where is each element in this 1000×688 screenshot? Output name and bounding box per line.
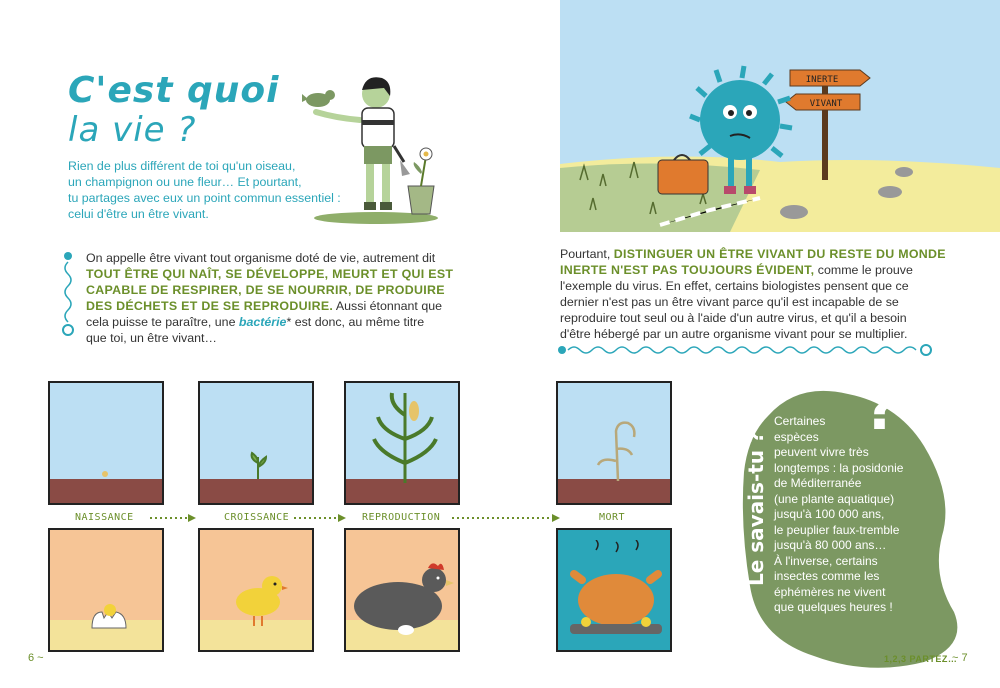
virus-scene-illustration: [560, 0, 1000, 232]
text-line: dernier n'est pas un être vivant parce qu'il est incapable de se: [560, 295, 899, 309]
text-line: jusqu'à 80 000 ans…: [774, 538, 887, 552]
savais-tu-text: [774, 414, 903, 616]
intro-line: tu partages avec eux un point commun essentiel :: [68, 191, 341, 205]
intro-line: un champignon ou une fleur… Et pourtant,: [68, 175, 302, 189]
text-line: Certaines: [774, 414, 826, 428]
stage-mort: MORT: [599, 512, 626, 523]
panel-wilted: [556, 381, 672, 505]
highlight-text: CAPABLE DE RESPIRER, DE SE NOURRIR, DE PRODUIRE: [86, 283, 445, 297]
panel-corn: [344, 381, 460, 505]
highlight-text: DES DÉCHETS ET DE SE REPRODUIRE.: [86, 299, 334, 313]
text-line: À l'inverse, certains: [774, 553, 878, 568]
text-line: l'exemple du virus. En effet, certains biologistes pensent que ce: [560, 279, 909, 293]
savais-tu-title: Le savais-tu ?: [744, 431, 768, 586]
text-line: On appelle être vivant tout organisme doté de vie, autrement dit: [86, 251, 436, 265]
panel-hen: [344, 528, 460, 652]
text-line: longtemps : la posidonie: [774, 460, 904, 475]
wavy-divider: [556, 342, 936, 358]
glossary-link-bacterie[interactable]: bactérie: [238, 315, 287, 329]
intro-line: Rien de plus différent de toi qu'un oiseau,: [68, 159, 296, 173]
highlight-text: TOUT ÊTRE QUI NAÎT, SE DÉVELOPPE, MEURT ET QUI EST: [86, 267, 454, 281]
text-line: insectes comme les: [774, 569, 880, 583]
text-span: * est donc, au même titre: [286, 315, 425, 329]
page-number-right: ~ 7: [952, 652, 968, 664]
panel-sprout: [198, 381, 314, 505]
text-line: que quelques heures !: [774, 600, 893, 614]
paragraph-marker: [60, 250, 76, 340]
question-mark: ?: [864, 374, 899, 444]
text-span: cela puisse te paraître, une: [86, 315, 239, 329]
highlight-text: INERTE N'EST PAS TOUJOURS ÉVIDENT,: [560, 263, 815, 277]
text-line: que toi, un être vivant…: [86, 331, 217, 345]
text-line: de Méditerranée: [774, 476, 862, 490]
text-line: le peuplier faux-tremble: [774, 522, 900, 537]
paragraph-definition: [86, 250, 454, 346]
panel-chick: [198, 528, 314, 652]
text-line: jusqu'à 100 000 ans,: [774, 507, 885, 521]
boy-bird-illustration: [296, 66, 450, 226]
intro-line: celui d'être un être vivant.: [68, 207, 209, 221]
text-line: éphémères ne vivent: [774, 584, 886, 599]
stage-arrows: [150, 510, 590, 526]
paragraph-virus: [560, 246, 946, 342]
page-title-line1: C'est quoi: [68, 70, 280, 111]
panel-egg: [48, 528, 164, 652]
stage-naissance: NAISSANCE: [75, 512, 134, 523]
text-line: peuvent vivre très: [774, 445, 869, 459]
stage-croissance: CROISSANCE: [224, 512, 290, 523]
page-number-left: 6 ~: [28, 652, 44, 664]
stage-reproduction: REPRODUCTION: [362, 512, 441, 523]
text-span: Pourtant,: [560, 247, 614, 261]
signpost-inerte: INERTE: [805, 75, 839, 85]
text-line: d'être hébergé par un autre organisme vivant pour se multiplier.: [560, 327, 908, 341]
text-line: (une plante aquatique): [774, 491, 895, 506]
signpost-vivant: VIVANT: [809, 99, 843, 109]
page-title-line2: la vie ?: [68, 110, 197, 150]
book-title: 1,2,3 PARTEZ…: [884, 654, 958, 664]
panel-roast: [556, 528, 672, 652]
highlight-text: DISTINGUER UN ÊTRE VIVANT DU RESTE DU MONDE: [613, 247, 946, 261]
text-line: espèces: [774, 429, 819, 444]
text-line: reproduire tout seul ou à l'aide d'un autre virus, et qu'il a besoin: [560, 311, 907, 325]
panel-seed: [48, 381, 164, 505]
text-span: comme le prouve: [814, 263, 913, 277]
text-span: Aussi étonnant que: [333, 299, 442, 313]
bird-icon: [302, 90, 335, 107]
